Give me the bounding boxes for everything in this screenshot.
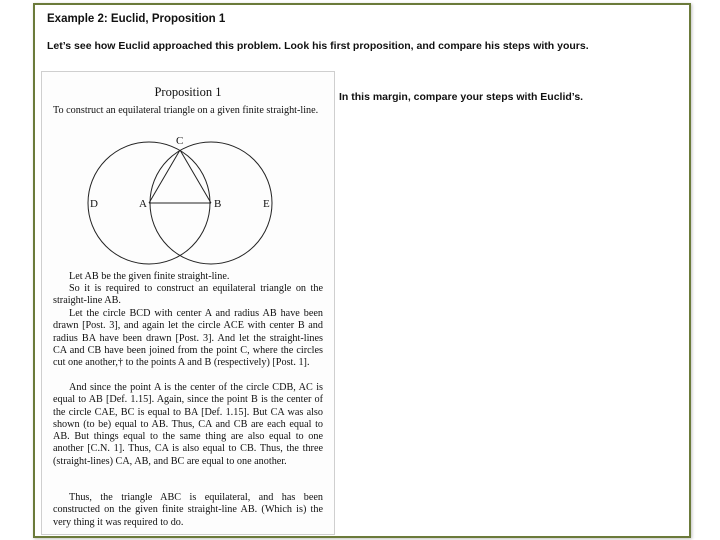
proposition-title: Proposition 1 [154,85,222,99]
construction-figure [42,72,334,292]
paragraph-2: So it is required to construct an equilateral triangle on the straight-line AB. [53,283,323,307]
label-c: C [176,135,184,147]
proposition-statement: To construct an equilateral triangle on a given finite straight-line. [53,105,319,116]
paragraph-5: Thus, the triangle ABC is equilateral, and has been constructed on the given finite straight-line AB. (Which is) the very thing it was required to do. [53,492,323,528]
label-e: E [263,198,270,210]
segment-ac [149,150,180,203]
label-b: B [214,198,222,210]
euclid-scan [41,71,335,535]
segment-bc [180,150,211,203]
example-heading: Example 2: Euclid, Proposition 1 [47,13,226,25]
intro-instruction: Let’s see how Euclid approached this problem. Look his first proposition, and compare his steps with yours. [47,40,589,52]
paragraph-1: Let AB be the given finite straight-line. [69,271,230,282]
label-a: A [139,198,147,210]
margin-note: In this margin, compare your steps with Euclid’s. [339,91,584,103]
label-d: D [90,198,98,210]
paragraph-4: And since the point A is the center of the circle CDB, AC is equal to AB [Def. 1.15]. Again, since the point B is the center of the circle CAE, BC is equal to BA [Def. 1.15]. But CA was also shown (to be) equal to AB. Thus, CA and CB are each equal to AB. But things equal to the same thing are also equal to one another [C.N. 1]. Thus, CA is also equal to CB. Thus, the three (straight-lines) CA, AB, and BC are equal to one another. [53,382,323,467]
slide-frame [33,3,691,538]
paragraph-3: Let the circle BCD with center A and radius AB have been drawn [Post. 3], and again let the circle ACE with center B and radius BA have been drawn [Post. 3]. And let the straight-lines CA and CB have been joined from the point C, where the circles cut one another,† to the points A and B (respectively) [Post. 1]. [53,308,323,369]
